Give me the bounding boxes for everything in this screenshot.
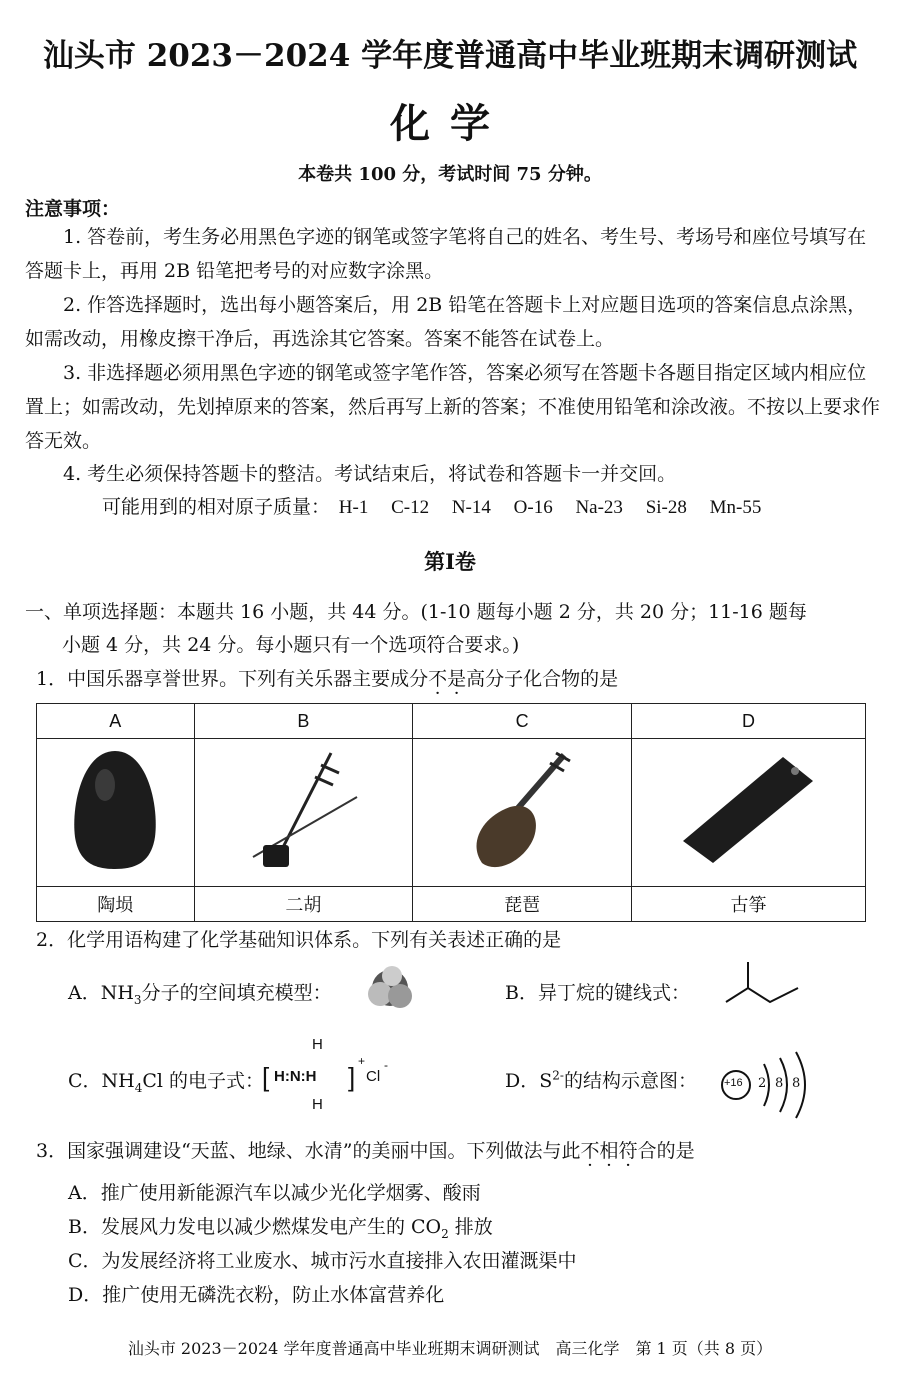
name-xun: 陶埙 xyxy=(37,887,195,922)
sulfide-ion-structure-diagram xyxy=(718,1050,828,1120)
shell-2: 8 xyxy=(775,1076,784,1091)
notice-item-4: 4. 考生必须保持答题卡的整洁。考试结束后，将试卷和答题卡一并交回。 xyxy=(63,463,677,485)
xun-image-cell xyxy=(37,739,195,887)
nh3-space-filling-model xyxy=(360,958,430,1018)
col-d-header: D xyxy=(631,704,865,739)
name-pipa: 琵琶 xyxy=(413,887,632,922)
atom-mn: Mn-55 xyxy=(709,497,762,518)
name-guzheng: 古筝 xyxy=(631,887,865,922)
shell-1: 2 xyxy=(758,1076,767,1091)
q3-option-d: D．推广使用无磷洗衣粉，防止水体富营养化 xyxy=(68,1284,445,1306)
page-footer: 汕头市 2023－2024 学年度普通高中毕业班期末调研测试 高三化学 第 1 页（共 8 页） xyxy=(127,1339,773,1358)
q3-option-b: B．发展风力发电以减少燃煤发电产生的 $CO_2$ 排放 xyxy=(68,1216,493,1241)
nh4cl-electron-formula: H [ H:N:H ] + Cl - H xyxy=(262,1036,388,1113)
shell-3: 8 xyxy=(792,1076,801,1091)
q2-option-d: D．$S^{2-}$的结构示意图： xyxy=(505,1068,697,1092)
atomic-masses xyxy=(102,492,779,519)
question-3-stem: 3．国家强调建设“天蓝、地绿、水清”的美丽中国。下列做法与此不相符合的是 xyxy=(36,1140,695,1162)
notice-item-3: 3. 非选择题必须用黑色字迹的钢笔或签字笔作答，答案必须写在答题卡各题目指定区域内相应位置上；如需改动，先划掉原来的答案，然后再写上新的答案；不准使用铅笔和涂改液。不按以上要求作答无效。 xyxy=(25,362,881,452)
col-a-header: A xyxy=(37,704,195,739)
exam-duration: 本卷共 100 分，考试时间 75 分钟。 xyxy=(298,164,602,185)
erhu-image xyxy=(233,745,373,875)
guzheng-image-cell xyxy=(631,739,865,887)
xun-image xyxy=(65,745,165,875)
col-b-header: B xyxy=(194,704,413,739)
pipa-image-cell xyxy=(413,739,632,887)
q3-option-c: C．为发展经济将工业废水、城市污水直接排入农田灌溉渠中 xyxy=(68,1250,577,1272)
q3-option-a: A．推广使用新能源汽车以减少光化学烟雾、酸雨 xyxy=(68,1182,481,1204)
atom-si: Si-28 xyxy=(645,497,687,518)
erhu-image-cell xyxy=(194,739,413,887)
instrument-table xyxy=(36,703,866,922)
exam-title: 汕头市 2023－2024 学年度普通高中毕业班期末调研测试 xyxy=(42,38,858,74)
q2-option-b: B．异丁烷的键线式： xyxy=(505,982,690,1004)
notice-item-1: 1. 答卷前，考生务必用黑色字迹的钢笔或签字笔将自己的姓名、考生号、考场号和座位号填写在答题卡上，再用 2B 铅笔把考号的对应数字涂黑。 xyxy=(25,226,867,282)
notice-item-2: 2. 作答选择题时，选出每小题答案后，用 2B 铅笔在答题卡上对应题目选项的答案信息点涂黑，如需改动，用橡皮擦干净后，再选涂其它答案。答案不能答在试卷上。 xyxy=(25,294,867,350)
question-2-stem: 2．化学用语构建了化学基础知识体系。下列有关表述正确的是 xyxy=(36,929,562,951)
name-erhu: 二胡 xyxy=(194,887,413,922)
atomic-masses-label: 可能用到的相对原子质量： xyxy=(102,496,331,518)
guzheng-image xyxy=(673,745,823,875)
pipa-image xyxy=(452,745,592,875)
question-1-stem: 1．中国乐器享誉世界。下列有关乐器主要成分不是高分子化合物的是 xyxy=(36,668,619,690)
section-instructions-line1: 一、单项选择题：本题共 16 小题，共 44 分。(1-10 题每小题 2 分，共 20 分；11-16 题每 xyxy=(25,601,807,623)
isobutane-skeletal-formula xyxy=(718,958,808,1008)
col-c-header: C xyxy=(413,704,632,739)
atom-n: N-14 xyxy=(451,497,491,518)
section-instructions-line2: 小题 4 分，共 24 分。每小题只有一个选项符合要求。) xyxy=(62,634,520,656)
q2-option-a: A．$NH_3$分子的空间填充模型： xyxy=(68,982,332,1007)
subject-title: 化学 xyxy=(390,100,510,147)
atom-na: Na-23 xyxy=(575,497,623,518)
atom-h: H-1 xyxy=(338,497,369,518)
notice-heading: 注意事项： xyxy=(25,198,121,220)
q2-option-c: C．$NH_4Cl$ 的电子式： xyxy=(68,1070,265,1095)
atom-c: C-12 xyxy=(391,497,430,518)
nucleus-charge: +16 xyxy=(724,1077,743,1089)
atom-o: O-16 xyxy=(513,497,553,518)
volume-heading: 第Ⅰ卷 xyxy=(424,549,476,574)
